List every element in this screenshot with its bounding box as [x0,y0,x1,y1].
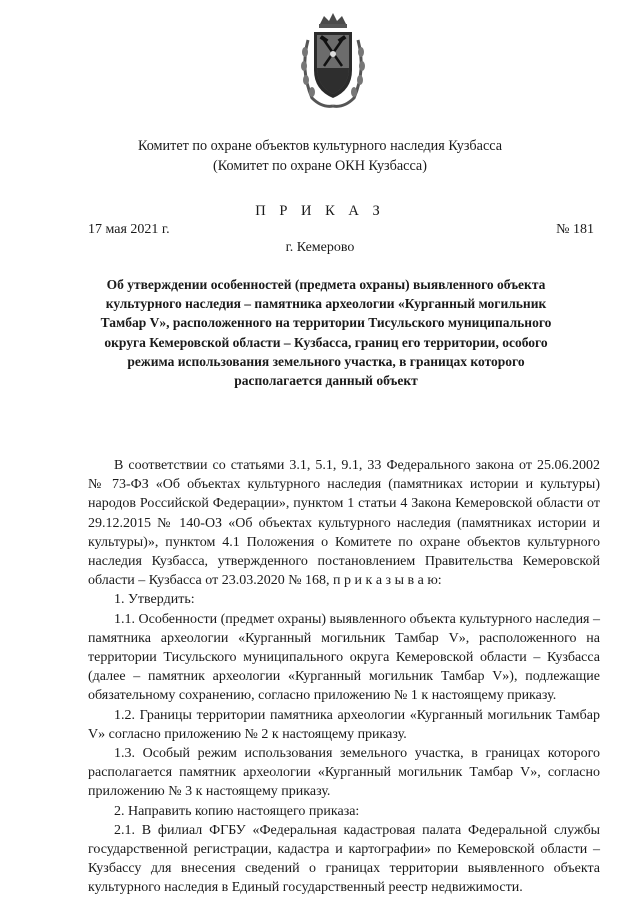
document-date: 17 мая 2021 г. [88,222,170,237]
document-title: Об утверждении особенностей (предмета охраны) выявленного объекта культурного наследия – памятника археологии «Курганный могильник Тамбар V», расположенного на территории Тисульского муниципального округа Кемеровской области – Кузбасса, границ его территории, особого режима использования земельного участка, в границах которого располагается данный объект [100,277,552,389]
preamble-paragraph: В соответствии со статьями 3.1, 5.1, 9.1, 33 Федерального закона от 25.06.2002 № 73-ФЗ «Об объектах культурного наследия (памятниках истории и культуры) народов Российской Федерации», пунктом 1 статьи 4 Закона Кемеровской области от 29.12.2015 № 140-ОЗ «Об объектах культурного наследия (памятниках истории и культуры)», пунктом 4.1 Положения о Комитете по охране объектов культурного наследия Кузбасса, утвержденного постановлением Правительства Кемеровской области – Кузбасса от 23.03.2020 № 168, п р и к а з ы в а ю: [88,458,600,589]
organization-short-name: (Комитет по охране ОКН Кузбасса) [213,158,427,174]
organization-name: Комитет по охране объектов культурного наследия Кузбасса [137,138,503,154]
item-2-1: 2.1. В филиал ФГБУ «Федеральная кадастровая палата Федеральной службы государственной регистрации, кадастра и картографии» по Кемеровской области – Кузбассу для внесения сведений о границах территории выявленного объекта культурного наследия в Единый государственный реестр недвижимости. [88,822,600,896]
item-1-2: 1.2. Границы территории памятника археологии «Курганный могильник Тамбар V» согласно приложению № 2 к настоящему приказу. [88,707,600,742]
item-1-3: 1.3. Особый режим использования земельного участка, в границах которого располагается памятник археологии «Курганный могильник Тамбар V», согласно приложению № 3 к настоящему приказу. [88,746,600,800]
document-body [88,456,600,898]
organization-header [0,136,640,176]
item-2: 2. Направить копию настоящего приказа: [114,803,360,819]
document-city: г. Кемерово [285,240,355,255]
document-type: П Р И К А З [255,203,385,219]
document-number: № 181 [556,222,594,237]
item-1-1: 1.1. Особенности (предмет охраны) выявленного объекта культурного наследия – памятника археологии «Курганный могильник Тамбар V», расположенного на территории Тисульского муниципального округа Кемеровской области – Кузбасса (далее – памятник археологии «Курганный могильник Тамбар V»), подлежащие обязательному сохранению, согласно приложению № 1 к настоящему приказу. [88,611,601,704]
kuzbass-coat-of-arms-icon [298,10,368,112]
item-1: 1. Утвердить: [114,592,195,608]
